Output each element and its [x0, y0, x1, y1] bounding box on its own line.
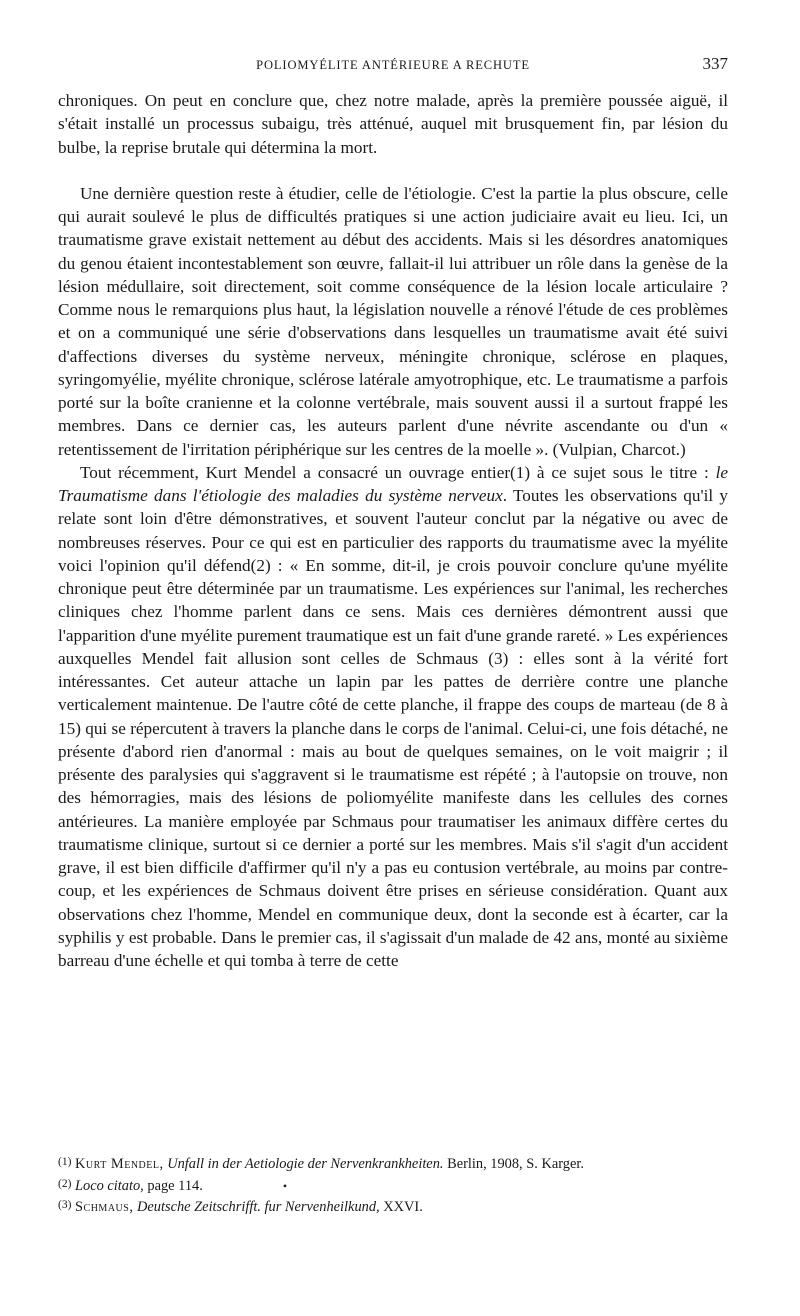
- footnote-2-page: page 114.: [147, 1177, 203, 1194]
- footnote-1-author: Kurt Mendel,: [75, 1156, 164, 1172]
- footnote-1-publisher: Berlin, 1908, S. Karger.: [447, 1156, 584, 1172]
- footnote-2-number: (2): [58, 1177, 72, 1190]
- paragraph-1: chroniques. On peut en conclure que, chez notre malade, après la première poussée aiguë, il s'était installé un processus subaigu, très atténué, auquel mit brusquement fin, par lésion du bulbe, la reprise brutale qui détermina la mort.: [58, 91, 728, 157]
- paragraph-3-part-c: . Toutes les observations qu'il y relate sont loin d'être démonstratives, et souvent l'auteur conclut par la négative ou avec de nombreuses réserves. Pour ce qui est en particulier des rapports du traumatisme avec la myélite voici l'opinion qu'il défend: [58, 486, 728, 575]
- page-header: [58, 54, 728, 78]
- book-title: le Traumatisme dans l'étiologie des maladies du système nerveux: [58, 462, 728, 505]
- footnote-ref-2: (2): [250, 555, 271, 575]
- footnote-3-number: (3): [58, 1199, 72, 1211]
- paragraph-3-part-d: : « En somme, dit-il, je crois pouvoir conclure qu'une myélite chronique peut être déterminée par un traumatisme. Les expériences sur l'animal, les recherches cliniques chez l'homme parlent dans ce sens. Mais ces dernières démontrent aussi que l'apparition d'une myélite purement traumatique est un fait d'une grande rareté. » Les expériences auxquelles Mendel fait allusion sont celles de Schmaus: [58, 555, 728, 668]
- footnote-1: [58, 1153, 728, 1175]
- footnote-3: [58, 1196, 728, 1218]
- footnote-3-title: Deutsche Zeitschrifft. fur Nervenheilkund,: [137, 1199, 380, 1215]
- body-text: [58, 89, 728, 972]
- footnote-ref-3: (3): [488, 648, 509, 668]
- footnote-2: [58, 1175, 728, 1197]
- page-number: 337: [702, 54, 728, 73]
- paragraph-3: [58, 461, 728, 973]
- paragraph-2: Une dernière question reste à étudier, celle de l'étiologie. C'est la partie la plus obscure, celle qui aurait soulevé le plus de difficultés pratiques si une action judiciaire avait eu lieu. Ici, un traumatisme grave existait nettement au début des accidents. Mais si les désordres anatomiques du genou étaient incontestablement son œuvre, fallait-il lui attribuer un rôle dans la genèse de la lésion médullaire, soit directement, soit comme conséquence de la lésion locale articulaire ? Comme nous le remarquions plus haut, la législation nouvelle a rénové l'étude de ces problèmes et on a communiqué une série d'observations dans lesquelles un traumatisme avait été suivi d'affections diverses du système nerveux, méningite chronique, sclérose en plaques, syringomyélie, myélite chronique, sclérose latérale amyotrophique, etc. Le traumatisme a parfois porté sur la boîte cranienne et la colonne vertébrale, mais souvent aussi il a surtout frappé les membres. Dans ce dernier cas, les auteurs parlent d'une névrite ascendante ou d'un « retentissement de l'irritation périphérique sur les centres de la moelle ». (Vulpian, Charcot.): [58, 183, 728, 459]
- footnote-3-volume: XXVI.: [383, 1199, 423, 1215]
- footnotes: [58, 1153, 728, 1218]
- footnote-2-title: Loco citato,: [75, 1177, 144, 1194]
- running-title: POLIOMYÉLITE ANTÉRIEURE A RECHUTE: [256, 58, 530, 72]
- footnote-2-mark: •: [282, 1178, 288, 1193]
- paragraph-3-part-e: : elles sont à la vérité fort intéressantes. Cet auteur attache un lapin par les pattes de derrière contre une planche verticalement maintenue. De l'autre côté de cette planche, il frappe des coups de marteau (de 8 à 15) qui se répercutent à travers la planche dans le corps de l'animal. Celui-ci, une fois détaché, ne présente d'abord rien d'anormal : mais au bout de quelques semaines, on le voit maigrir ; il présente des paralysies qui s'aggravent si le traumatisme est répété ; à l'autopsie on trouve, non des hémorragies, mais des lésions de poliomyélite manifeste dans les cellules des cornes antérieures. La manière employée par Schmaus pour traumatiser les animaux diffère certes du traumatisme clinique, surtout si ce dernier a porté sur les membres. Mais s'il s'agit d'un accident grave, il est bien difficile d'affirmer qu'il n'y a pas eu contusion vertébrale, au moins par contre-coup, et les expériences de Schmaus doivent être prises en sérieuse considération. Quant aux observations chez l'homme, Mendel en communique deux, dont la seconde est à écarter, car la syphilis y est probable. Dans le premier cas, il s'agissait d'un malade de 42 ans, monté au sixième barreau d'une échelle et qui tomba à terre de cette: [58, 648, 728, 970]
- footnote-1-number: (1): [58, 1156, 72, 1168]
- footnote-3-author: Schmaus,: [75, 1199, 134, 1215]
- paragraph-3-part-b: à ce sujet sous le titre :: [530, 462, 716, 482]
- footnote-ref-1: (1): [510, 462, 531, 482]
- paragraph-3-part-a: Tout récemment, Kurt Mendel a consacré un ouvrage entier: [80, 462, 511, 482]
- footnote-1-title: Unfall in der Aetiologie der Nervenkrankheiten.: [167, 1156, 444, 1172]
